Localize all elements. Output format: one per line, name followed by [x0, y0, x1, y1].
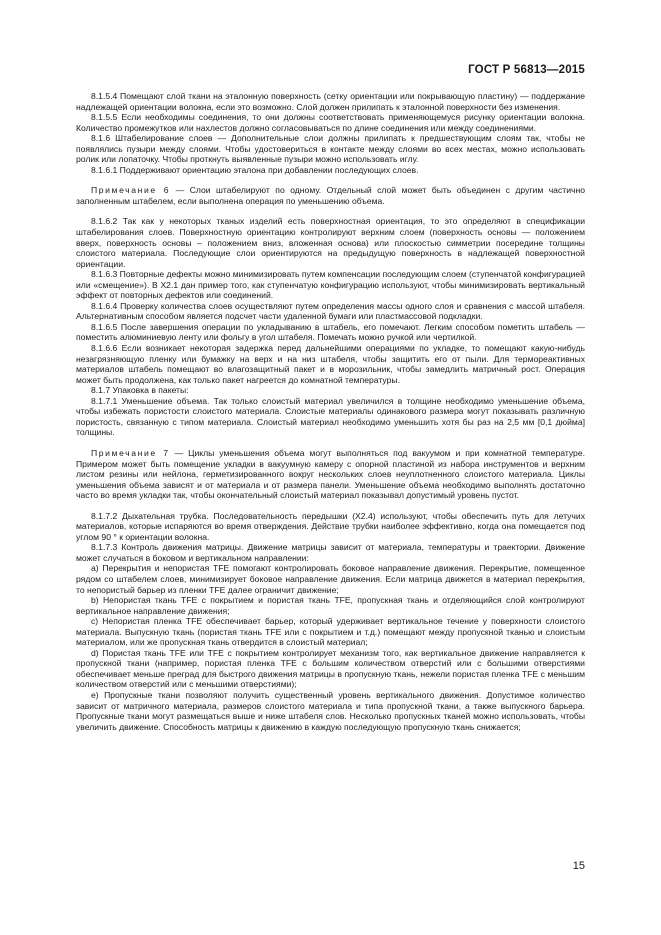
- page-number: 15: [572, 860, 585, 872]
- paragraph-8-1-6-3: 8.1.6.3 Повторные дефекты можно минимизировать путем компенсации последующим слоем (ступенчатой конфигурацией или «смещение»). В X2.1 дан пример того, как ступенчатую конфигурацию используют, чтобы минимизировать вертикальный эффект от повторных дефектов или соединений.: [76, 269, 585, 301]
- paragraph-8-1-6-2: 8.1.6.2 Так как у некоторых тканых изделий есть поверхностная ориентация, то это определяют в спецификации штабелирования слоев. Поверхностную ориентацию контролируют верхним слоем (поверхность основы — положением вверх, поверхность основы – положением вниз, вложенная основа) или плоскостью симметрии посередине толщины слоистого материала. Последующие слои ориентируются на предыдущую поверхность в надлежащей поверхностной ориентации.: [76, 216, 585, 269]
- paragraph-8-1-7: 8.1.7 Упаковка в пакеты:: [91, 385, 189, 396]
- list-item-c: c) Непористая пленка TFE обеспечивает барьер, который удерживает вертикальное течение у поверхности слоистого материала. Выпускную ткань (пористая ткань TFE или с покрытием и т.д.) помещают между пропускной тканью и слоистым материалом, или же пропускная ткань отвердится в слоистый материал;: [76, 616, 585, 648]
- list-item-b: b) Непористая ткань TFE с покрытием и пористая ткань TFE, пропускная ткань и отделяющийся слой контролируют вертикальное направление движения;: [76, 595, 585, 616]
- paragraph-8-1-6: 8.1.6 Штабелирование слоев — Дополнительные слои должны прилипать к предшествующим слоям так, чтобы не появлялись пузыри между слоями. Чтобы удостовериться в контакте между слоями во всех местах, можно использовать ролик или лопаточку. Чтобы проткнуть выявленные пузыри можно использовать иглу.: [76, 133, 585, 165]
- standard-header: ГОСТ Р 56813—2015: [468, 64, 585, 76]
- note-7-text: — Циклы уменьшения объема могут выполняться под вакуумом и при комнатной температуре. Примером может быть помещение укладки в вакуумную камеру с опорной пластиной из набора инструментов и верхним листом резины или нейлона, герметизированного вокруг нескольких слоев неуплотненного слоистого материала. Циклы уменьшения объема зависят и от материала и от размера панели. Уменьшение объема необходимо выполнять достаточно часто во время укладки так, чтобы окончательный слоистый материал показывал допустимый уровень пустот.: [76, 447, 585, 501]
- paragraph-8-1-7-1: 8.1.7.1 Уменьшение объема. Так только слоистый материал увеличился в толщине необходимо уменьшение объема, чтобы избежать пористости слоистого материала. Слоистые материалы одинакового размера могут показывать различную пористость, связанную с типом материала. Слоистый материал необходимо уменьшить хотя бы раз на 2,5 мм [0,1 дюйма] толщины.: [76, 395, 585, 438]
- paragraph-8-1-7-3: 8.1.7.3 Контроль движения матрицы. Движение матрицы зависит от материала, температуры и траектории. Движение может случаться в боковом и вертикальном направлении:: [76, 542, 585, 563]
- paragraph-8-1-6-1: 8.1.6.1 Поддерживают ориентацию эталона при добавлении последующих слоев.: [91, 164, 419, 175]
- paragraph-8-1-6-4: 8.1.6.4 Проверку количества слоев осуществляют путем определения массы одного слоя и сравнения с массой штабеля. Альтернативным способом является подсчет части удаленной бумаги или пластмассовой подкладки.: [76, 300, 585, 322]
- list-item-e: e) Пропускные ткани позволяют получить существенный уровень вертикального движения. Допустимое количество зависит от матричного материала, размеров слоистого материала и типа пропускной ткани, а также выпускного барьера. Пропускные ткани могут размещаться выше и ниже штабеля слов. Несколько пропускных тканей можно использовать, чтобы увеличить движение. Способность матрицы к движению в каждую последующую пропускную ткань снижается;: [76, 689, 585, 732]
- note-7-label: Примечание 7: [91, 447, 170, 458]
- paragraph-8-1-7-2: 8.1.7.2 Дыхательная трубка. Последовательность передышки (X2.4) используют, чтобы обеспечить путь для летучих материалов, которые испаряются во время отверждения. Действие трубки наиболее эффективно, когда она помещается под углом 90 ° к ориентации волокна.: [76, 510, 585, 542]
- paragraph-8-1-5-5: 8.1.5.5 Если необходимы соединения, то они должны соответствовать применяющемуся рисунку ориентации волокна. Количество промежутков или нахлестов должно согласовываться по длине соединения или между соединениями.: [76, 112, 585, 133]
- note-6-label: Примечание 6: [91, 185, 171, 196]
- note-7: [76, 448, 585, 501]
- note-6-text: — Слои штабелируют по одному. Отдельный слой может быть объединен с другим частично заполненным штабелем, если выполнена операция по уменьшению объема.: [76, 185, 586, 206]
- paragraph-8-1-5-4: 8.1.5.4 Помещают слой ткани на эталонную поверхность (сетку ориентации или покрывающую пластину) — поддержание надлежащей ориентации волокна, если это возможно. Слой должен прилипать к эталонной поверхности без изменения.: [76, 91, 585, 112]
- list-item-a: a) Перекрытия и непористая TFE помогают контролировать боковое направление движения. Перекрытие, помещенное рядом со штабелем слоев, минимизирует боковое направление движения. Если матрица движется в материал перекрытия, то непористый барьер из пленки TFE далее ограничит движение;: [76, 563, 585, 595]
- paragraph-8-1-6-5: 8.1.6.5 После завершения операции по укладыванию в штабель, его помечают. Легким способом пометить штабель — поместить алюминиевую ленту или фольгу в угол штабеля. Помечать можно ручкой или чертилкой.: [76, 321, 585, 343]
- paragraph-8-1-6-6: 8.1.6.6 Если возникает некоторая задержка перед дальнейшими операциями по укладке, то помещают какую-нибудь незагрязняющую пленку или бумажку на верх и на низ штабеля, чтобы защитить его от пыли. Для термореактивных материалов штабель помещают во влагозащитный пакет и в морозильник, чтобы замедлить матричный рост. Операция может быть продолжена, как только пакет нагреется до комнатной температуры.: [76, 343, 585, 385]
- page-content: [76, 91, 585, 732]
- note-6: [76, 185, 585, 206]
- list-item-d: d) Пористая ткань TFE или TFE с покрытием контролирует механизм того, как вертикальное движение направляется к пропускной ткани (например, пористая пленка TFE с большим количеством отверстий или с большими отверстиями обеспечивает меньше преград для быстрого движения матрицы в пропускную ткань, нежели пористая пленка TFE с меньшим количеством отверстий или с меньшими отверстиями);: [76, 647, 585, 690]
